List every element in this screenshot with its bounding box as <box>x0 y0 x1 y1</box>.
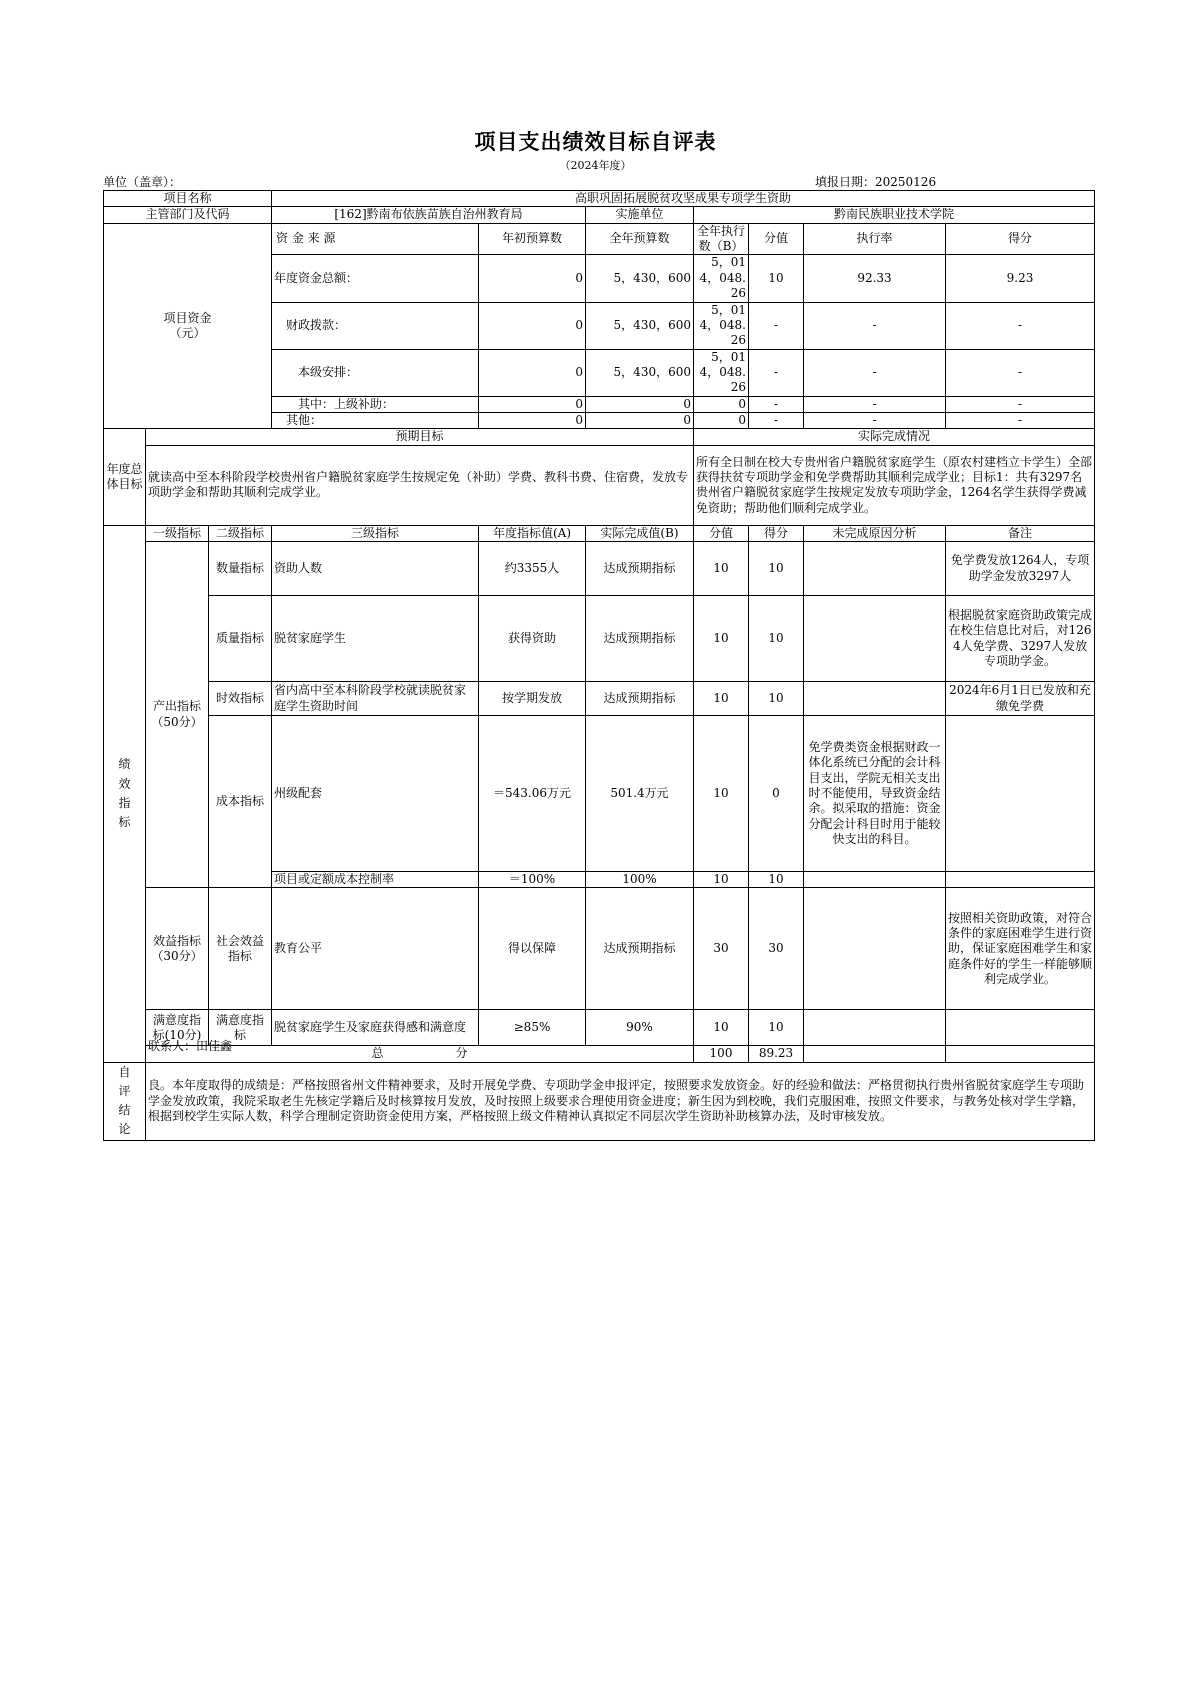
indicator-reason <box>804 872 946 888</box>
indicators-section-label <box>104 525 146 1062</box>
funds-header-annual: 全年预算数 <box>586 223 694 255</box>
indicator-score: 10 <box>749 872 804 888</box>
indicator-lv3: 省内高中至本科阶段学校就读脱贫家庭学生资助时间 <box>272 682 479 716</box>
indicator-lv2: 质量指标 <box>209 596 272 682</box>
funds-score-value: - <box>749 349 804 396</box>
indicator-score-value: 10 <box>694 682 749 716</box>
indicator-lv2: 社会效益指标 <box>209 888 272 1010</box>
indicator-target: ＝100% <box>479 872 586 888</box>
indicator-lv2: 时效指标 <box>209 682 272 716</box>
indicators-header-lv3: 三级指标 <box>272 525 479 541</box>
funds-source: 其他： <box>272 413 479 429</box>
goals-expected-header: 预期目标 <box>146 429 694 445</box>
indicators-header-actual: 实际完成值(B) <box>586 525 694 541</box>
indicator-lv3: 脱贫家庭学生 <box>272 596 479 682</box>
indicator-reason <box>804 596 946 682</box>
funds-annual: 5，430，600 <box>586 302 694 349</box>
funds-score-value: 10 <box>749 255 804 302</box>
indicator-row-social-benefit <box>104 888 1095 1010</box>
funds-score-value: - <box>749 302 804 349</box>
indicator-lv3: 项目或定额成本控制率 <box>272 872 479 888</box>
total-score: 89.23 <box>749 1046 804 1062</box>
funds-annual: 0 <box>586 413 694 429</box>
funds-score: - <box>946 349 1095 396</box>
funds-rate: - <box>804 413 946 429</box>
funds-score: - <box>946 413 1095 429</box>
indicator-note <box>946 872 1095 888</box>
funds-unit: （元） <box>169 326 206 341</box>
indicator-reason <box>804 1010 946 1046</box>
indicators-header-reason: 未完成原因分析 <box>804 525 946 541</box>
indicator-target: 约3355人 <box>479 542 586 596</box>
funds-executed: 0 <box>694 396 749 412</box>
report-year: （2024年度） <box>559 159 632 172</box>
indicator-actual: 达成预期指标 <box>586 682 694 716</box>
conclusion-label: 自评结论 <box>118 1064 131 1137</box>
goals-actual-header: 实际完成情况 <box>694 429 1095 445</box>
evaluation-table <box>103 190 1095 1141</box>
funds-initial: 0 <box>479 255 586 302</box>
goals-content-row <box>104 445 1095 525</box>
total-reason <box>804 1046 946 1062</box>
funds-header-source: 资 金 来 源 <box>272 223 479 255</box>
indicator-actual: 达成预期指标 <box>586 596 694 682</box>
indicator-row-quality <box>104 596 1095 682</box>
funds-label: 项目资金 <box>163 310 212 325</box>
funds-header-score-value: 分值 <box>749 223 804 255</box>
output-indicator-label: 产出指标（50分） <box>146 542 209 888</box>
indicator-row-cost <box>104 716 1095 872</box>
indicator-score: 10 <box>749 596 804 682</box>
unit-label: 单位（盖章）： <box>103 175 182 189</box>
goals-section-label: 年度总体目标 <box>104 429 146 525</box>
indicator-target: 按学期发放 <box>479 682 586 716</box>
funds-source: 其中：上级补助： <box>272 396 479 412</box>
indicator-lv2: 满意度指标 <box>209 1010 272 1046</box>
indicator-note <box>946 716 1095 872</box>
indicators-label: 绩效指标 <box>118 757 131 829</box>
funds-score: 9.23 <box>946 255 1095 302</box>
total-row <box>104 1046 1095 1062</box>
indicator-target: ＝543.06万元 <box>479 716 586 872</box>
indicator-score-value: 10 <box>694 716 749 872</box>
indicator-reason <box>804 888 946 1010</box>
indicator-actual: 501.4万元 <box>586 716 694 872</box>
indicator-row-quantity <box>104 542 1095 596</box>
department-value: [162]黔南布依族苗族自治州教育局 <box>272 207 586 223</box>
funds-header-initial: 年初预算数 <box>479 223 586 255</box>
funds-header-executed: 全年执行数（B） <box>694 223 749 255</box>
satisfaction-indicator-label: 满意度指标(10分) <box>146 1010 209 1046</box>
indicator-reason <box>804 542 946 596</box>
funds-executed: 5，014，048.26 <box>694 302 749 349</box>
funds-source: 本级安排： <box>272 349 479 396</box>
funds-header-rate: 执行率 <box>804 223 946 255</box>
funds-executed: 5，014，048.26 <box>694 349 749 396</box>
goals-expected-text: 就读高中至本科阶段学校贵州省户籍脱贫家庭学生按规定免（补助）学费、教科书费、住宿费，发放专项助学金和帮助其顺利完成学业。 <box>146 445 694 525</box>
project-name-row <box>104 191 1095 207</box>
indicator-note: 根据脱贫家庭资助政策完成在校生信息比对后，对1264人免学费、3297人发放专项助学金。 <box>946 596 1095 682</box>
indicator-actual: 100% <box>586 872 694 888</box>
indicator-lv2: 成本指标 <box>209 716 272 888</box>
indicator-score: 30 <box>749 888 804 1010</box>
indicator-note <box>946 1010 1095 1046</box>
conclusion-row <box>104 1062 1095 1140</box>
project-name-value: 高职巩固拓展脱贫攻坚成果专项学生资助 <box>272 191 1095 207</box>
indicator-score: 0 <box>749 716 804 872</box>
funds-executed: 0 <box>694 413 749 429</box>
funds-rate: - <box>804 349 946 396</box>
department-row <box>104 207 1095 223</box>
indicators-header-lv1: 一级指标 <box>146 525 209 541</box>
total-note <box>946 1046 1095 1062</box>
funds-source: 年度资金总额： <box>272 255 479 302</box>
funds-rate: - <box>804 302 946 349</box>
indicator-actual: 达成预期指标 <box>586 542 694 596</box>
funds-executed: 5，014，048.26 <box>694 255 749 302</box>
funds-source: 财政拨款： <box>272 302 479 349</box>
benefit-indicator-label: 效益指标（30分） <box>146 888 209 1010</box>
funds-initial: 0 <box>479 396 586 412</box>
indicator-note: 2024年6月1日已发放和充缴免学费 <box>946 682 1095 716</box>
indicator-target: 得以保障 <box>479 888 586 1010</box>
funds-score: - <box>946 396 1095 412</box>
indicator-target: 获得资助 <box>479 596 586 682</box>
indicator-score: 10 <box>749 1010 804 1046</box>
indicator-actual: 达成预期指标 <box>586 888 694 1010</box>
indicator-reason: 免学费类资金根据财政一体化系统已分配的会计科目支出，学院无相关支出时不能使用，导致资金结余。拟采取的措施：资金分配会计科目时用于能较快支出的科目。 <box>804 716 946 872</box>
indicator-note: 按照相关资助政策，对符合条件的家庭困难学生进行资助，保证家庭困难学生和家庭条件好的学生一样能够顺利完成学业。 <box>946 888 1095 1010</box>
indicators-header-lv2: 二级指标 <box>209 525 272 541</box>
indicator-row-timeliness <box>104 682 1095 716</box>
indicator-actual: 90% <box>586 1010 694 1046</box>
indicators-header-score: 得分 <box>749 525 804 541</box>
contact-person: 联系人：田佳鑫 <box>148 1039 233 1053</box>
indicators-header-note: 备注 <box>946 525 1095 541</box>
funds-annual: 0 <box>586 396 694 412</box>
indicator-score: 10 <box>749 542 804 596</box>
funds-initial: 0 <box>479 413 586 429</box>
funds-initial: 0 <box>479 349 586 396</box>
indicator-reason <box>804 682 946 716</box>
indicator-lv2: 数量指标 <box>209 542 272 596</box>
department-label: 主管部门及代码 <box>104 207 272 223</box>
indicator-lv3: 资助人数 <box>272 542 479 596</box>
indicator-score-value: 10 <box>694 542 749 596</box>
project-name-label: 项目名称 <box>104 191 272 207</box>
indicator-lv3: 脱贫家庭学生及家庭获得感和满意度 <box>272 1010 479 1046</box>
indicator-note: 免学费发放1264人，专项助学金发放3297人 <box>946 542 1095 596</box>
funds-header-row <box>104 223 1095 255</box>
total-value: 100 <box>694 1046 749 1062</box>
indicator-lv3: 教育公平 <box>272 888 479 1010</box>
indicator-score-value: 10 <box>694 596 749 682</box>
goals-header-row <box>104 429 1095 445</box>
fill-date: 填报日期：20250126 <box>815 175 937 189</box>
goals-actual-text: 所有全日制在校大专贵州省户籍脱贫家庭学生（原农村建档立卡学生）全部获得扶贫专项助学金和免学费帮助其顺利完成学业；目标1：共有3297名贵州省户籍脱贫家庭学生按规定发放专项助学金，1264名学生获得学费减免资助；帮助他们顺利完成学业。 <box>694 445 1095 525</box>
funds-annual: 5，430，600 <box>586 255 694 302</box>
indicator-score-value: 30 <box>694 888 749 1010</box>
total-label: 总 分 <box>146 1046 694 1062</box>
indicator-score-value: 10 <box>694 1010 749 1046</box>
indicator-score-value: 10 <box>694 872 749 888</box>
funds-rate: 92.33 <box>804 255 946 302</box>
funds-score-value: - <box>749 396 804 412</box>
indicator-lv3: 州级配套 <box>272 716 479 872</box>
indicator-row-satisfaction <box>104 1010 1095 1046</box>
indicators-header-row <box>104 525 1095 541</box>
funds-header-score: 得分 <box>946 223 1095 255</box>
funds-rate: - <box>804 396 946 412</box>
funds-score-value: - <box>749 413 804 429</box>
funds-score: - <box>946 302 1095 349</box>
funds-initial: 0 <box>479 302 586 349</box>
indicator-score: 10 <box>749 682 804 716</box>
page-title: 项目支出绩效目标自评表 <box>474 130 717 154</box>
implementer-label: 实施单位 <box>586 207 694 223</box>
conclusion-text: 良。本年度取得的成绩是：严格按照省州文件精神要求，及时开展免学费、专项助学金申报评定，按照要求发放资金。好的经验和做法：严格贯彻执行贵州省脱贫家庭学生专项助学金发放政策，我院采取老生先核定学籍后及时核算按月发放，及时按照上级要求合理使用资金进度；新生因为到校晚，我们克服困难，按照文件要求，与教务处核对学生学籍，根据到校学生实际人数，科学合理制定资助资金使用方案，严格按照上级文件精神认真拟定不同层次学生资助补助核算办法，及时审核发放。 <box>146 1062 1095 1140</box>
indicators-header-target: 年度指标值(A) <box>479 525 586 541</box>
indicators-header-score-value: 分值 <box>694 525 749 541</box>
implementer-value: 黔南民族职业技术学院 <box>694 207 1095 223</box>
funds-section-label <box>104 223 272 429</box>
funds-annual: 5，430，600 <box>586 349 694 396</box>
indicator-target: ≥85% <box>479 1010 586 1046</box>
conclusion-section-label <box>104 1062 146 1140</box>
